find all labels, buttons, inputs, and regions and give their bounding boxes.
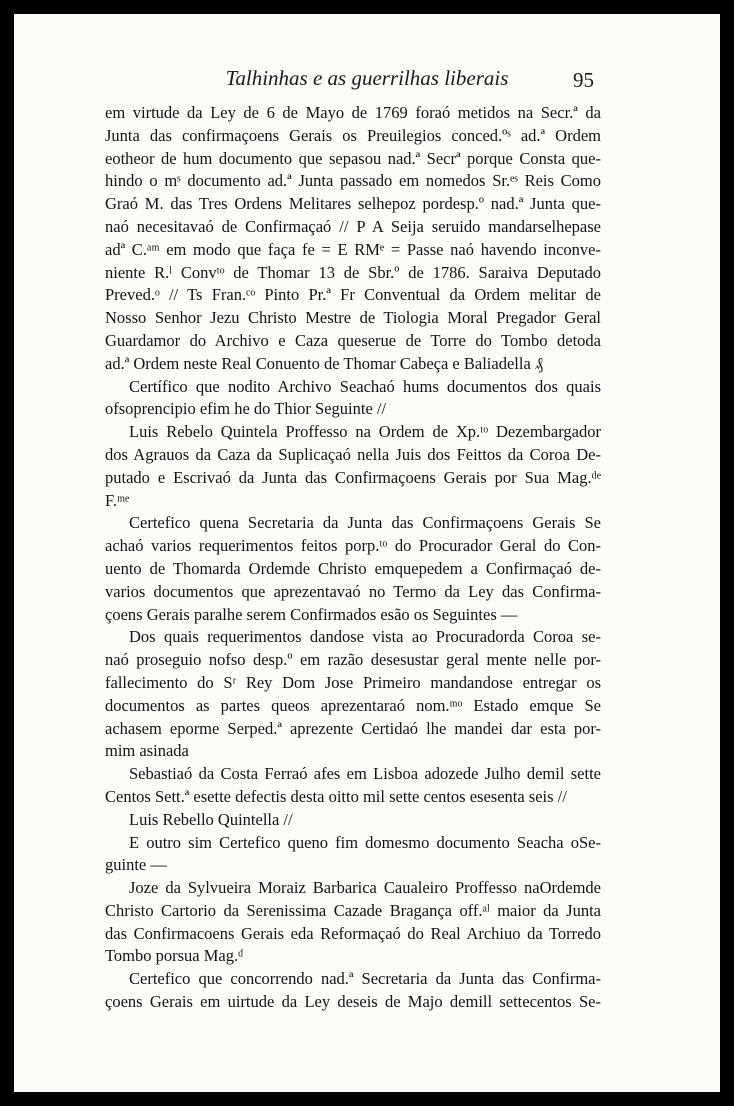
text-line: F.ᵐᵉ [105,490,130,510]
text-line: Guardamor do Archivo e Caza queserue de Torre do Tombo detoda [105,330,601,350]
text-line: em virtude da Ley de 6 de Mayo de 1769 foraó metidos na Secr.ª da [105,103,601,122]
text-line: Preved.ᵒ // Ts Fran.ᶜᵒ Pinto Pr.ª Fr Conventual da Ordem melitar de [105,285,601,305]
text-line: çoens Gerais em uirtude da Ley deseis de Majo demill settecentos Se- [105,992,601,1012]
document-page [14,14,720,1092]
text-line: Sebastiaó da Costa Ferraó afes em Lisboa adozede Julho demil sette [129,764,601,784]
text-line: E outro sim Certefico queno fim domesmo documento Seacha oSe- [129,832,601,852]
text-line: çoens Gerais paralhe serem Confirmados esão os Seguintes — [105,604,518,624]
text-line: naó proseguio nofso desp.º em razão desesustar geral mente nelle por- [105,650,601,670]
text-line: documentos as partes queos aprezentaraó nom.ᵐᵒ Estado emque Se [105,695,601,715]
text-line: dos Agrauos da Caza da Suplicaçaó nella Juis dos Feittos da Coroa De- [105,444,601,464]
text-line: guinte — [105,855,167,875]
text-line: Certífico que nodito Archivo Seachaó hums documentos dos quais [129,376,601,396]
text-line: ad.ª Ordem neste Real Conuento de Thomar Cabeça e Baliadella ₰ [105,353,544,373]
text-line: hindo o mˢ documento ad.ª Junta passado em nomedos Sr.ᵉˢ Reis Como [105,171,601,191]
page-number: 95 [573,68,594,92]
text-line: ofsoprencipio efim he do Thior Seguinte // [105,399,387,419]
text-line: achasem eporme Serped.ª aprezente Certidaó lhe mandei dar esta por- [105,718,601,738]
text-line: uento de Thomarda Ordemde Christo emquepedem a Confirmaçaó de- [105,558,601,578]
text-line: Luis Rebello Quintella // [129,809,293,829]
text-line: das Confirmacoens Gerais eda Reformaçaó do Real Archiuo da Torredo [105,923,601,943]
text-line: Joze da Sylvueira Moraiz Barbarica Caualeiro Proffesso naOrdemde [129,878,601,898]
page-header [14,60,720,100]
text-line: Luis Rebelo Quintela Proffesso na Ordem de Xp.ᵗᵒ Dezembargador [129,422,601,442]
text-line: Tombo porsua Mag.ᵈ [105,946,244,966]
text-line: varios documentos que aprezentavaó no Termo da Ley das Confirma- [105,581,601,601]
text-line: Christo Cartorio da Serenissima Cazade Bragança off.ᵃˡ maior da Junta [105,900,601,920]
body-text [105,102,601,1014]
text-line: adª C.ᵃᵐ em modo que faça fe = E RMᵉ = Passe naó havendo inconve- [105,239,601,259]
text-line: achaó varios requerimentos feitos porp.ᵗᵒ do Procurador Geral do Con- [105,536,601,556]
text-line: Dos quais requerimentos dandose vista ao Procuradorda Coroa se- [129,627,601,647]
text-line: niente R.ˡ Convᵗᵒ de Thomar 13 de Sbr.º de 1786. Saraiva Deputado [105,262,601,282]
text-line: Certefico que concorrendo nad.ª Secretaria da Junta das Confirma- [129,969,601,989]
text-line: putado e Escrivaó da Junta das Confirmaçoens Gerais por Sua Mag.ᵈᵉ [105,467,601,487]
text-line: Centos Sett.ª esette defectis desta oitto mil sette centos esesenta seis // [105,786,567,806]
text-line: mim asinada [105,741,189,761]
text-line: fallecimento do Sʳ Rey Dom Jose Primeiro mandandose entregar os [105,672,601,692]
text-line: eotheor de hum documento que sepasou nad.ª Secrª porque Consta que- [105,148,601,168]
text-line: Nosso Senhor Jezu Christo Mestre de Tiologia Moral Pregador Geral [105,308,601,328]
text-line: naó necesitavaó de Confirmaçaó // P A Seija seruido mandarselhepase [105,216,601,236]
text-line: Junta das confirmaçoens Gerais os Preuilegios conced.ºˢ ad.ª Ordem [105,125,601,145]
text-line: Certefico quena Secretaria da Junta das Confirmaçoens Gerais Se [129,513,601,533]
running-title: Talhinhas e as guerrilhas liberais [225,66,509,90]
text-line: Graó M. das Tres Ordens Melitares selhepoz pordesp.º nad.ª Junta que- [105,194,601,214]
